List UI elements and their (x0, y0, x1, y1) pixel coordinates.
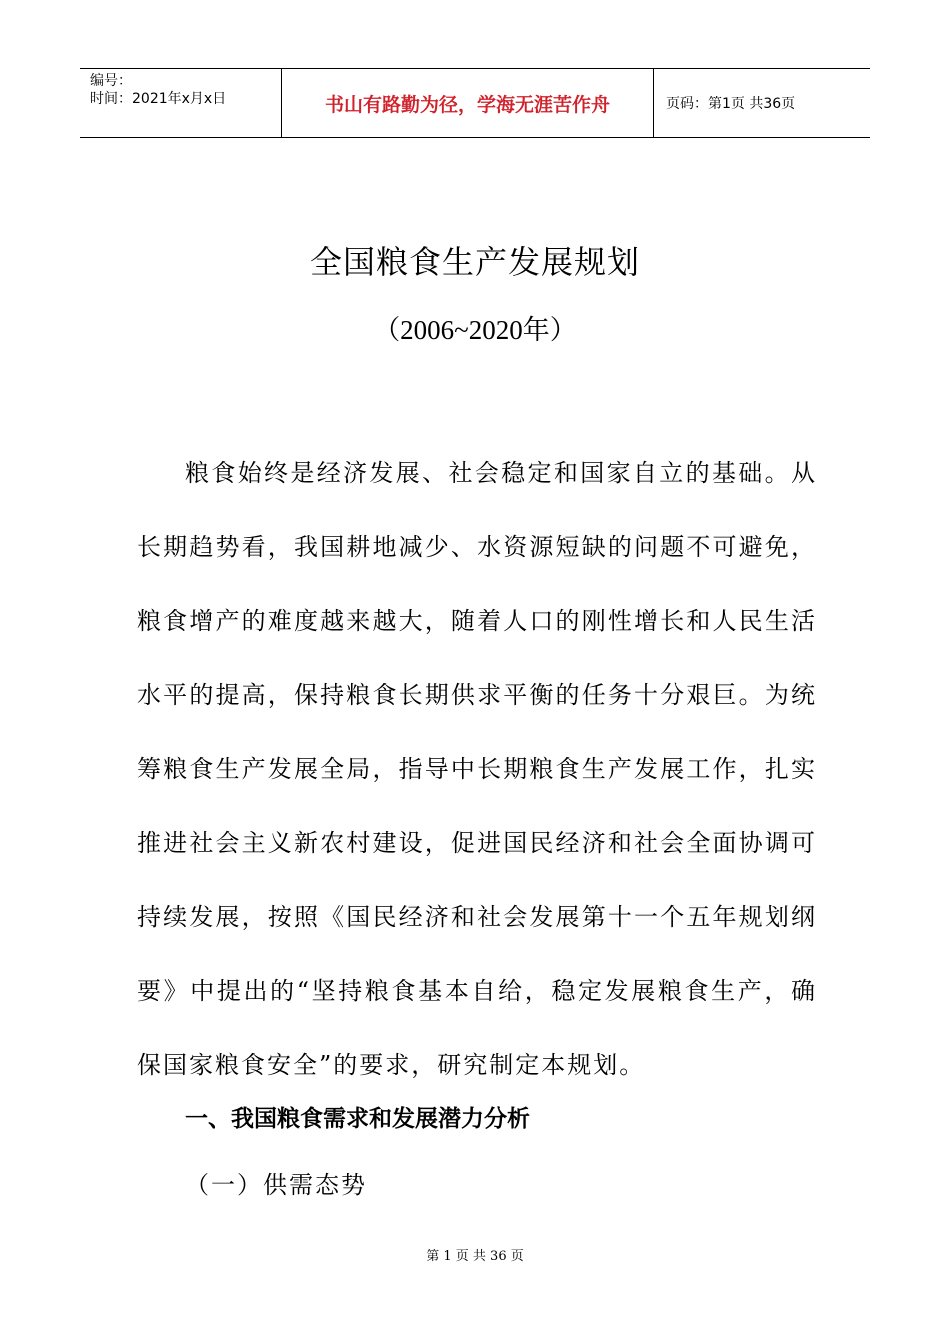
intro-paragraph: 粮食始终是经济发展、社会稳定和国家自立的基础。从长期趋势看，我国耕地减少、水资源短缺的问题不可避免，粮食增产的难度越来越大，随着人口的刚性增长和人民生活水平的提高，保持粮食长期供求平衡的任务十分艰巨。为统筹粮食生产发展全局，指导中长期粮食生产发展工作，扎实推进社会主义新农村建设，促进国民经济和社会全面协调可持续发展，按照《国民经济和社会发展第十一个五年规划纲要》中提出的“坚持粮食基本自给，稳定发展粮食生产，确保国家粮食安全”的要求，研究制定本规划。 (137, 459, 817, 1079)
header-motto: 书山有路勤为径，学海无涯苦作舟 (282, 69, 654, 137)
document-title: 全国粮食生产发展规划 (309, 243, 640, 281)
document-number-label: 编号： (90, 73, 132, 89)
document-date: 时间：2021年x月x日 (90, 91, 227, 107)
document-header (80, 68, 870, 138)
subsection-heading: （一）供需态势 (185, 1171, 367, 1199)
header-meta-cell (80, 69, 282, 137)
header-page-info: 页码：第1页 共36页 (666, 96, 796, 112)
section-heading: 一、我国粮食需求和发展潜力分析 (185, 1106, 530, 1132)
document-subtitle: （2006~2020年） (373, 315, 577, 345)
page-footer: 第 1 页 共 36 页 (426, 1249, 524, 1264)
